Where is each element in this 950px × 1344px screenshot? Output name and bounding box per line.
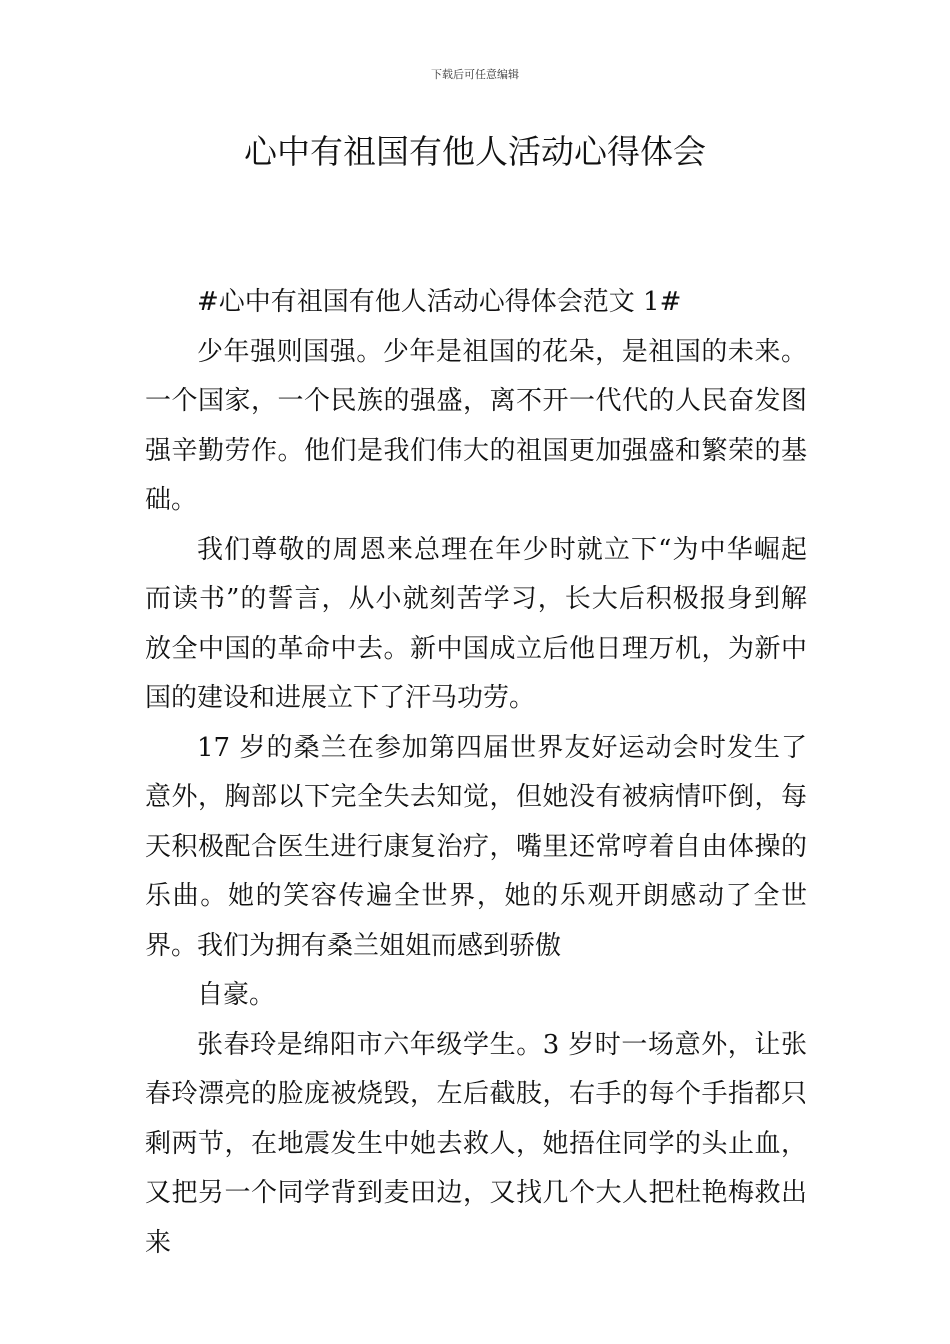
header-note: 下载后可任意编辑: [431, 68, 519, 81]
paragraph: 少年强则国强。少年是祖国的花朵，是祖国的未来。一个国家，一个民族的强盛，离不开一代代的人民奋发图强辛勤劳作。他们是我们伟大的祖国更加强盛和繁荣的基础。: [145, 336, 807, 515]
paragraph: 自豪。: [197, 980, 276, 1010]
document-body: [145, 278, 807, 1268]
document-title: 心中有祖国有他人活动心得体会: [244, 132, 706, 171]
section-heading: #心中有祖国有他人活动心得体会范文 1#: [197, 287, 682, 317]
paragraph: 我们尊敬的周恩来总理在年少时就立下“为中华崛起而读书”的誓言，从小就刻苦学习，长大后积极报身到解放全中国的革命中去。新中国成立后他日理万机，为新中国的建设和进展立下了汗马功劳。: [145, 534, 807, 713]
paragraph: 张春玲是绵阳市六年级学生。3 岁时一场意外，让张春玲漂亮的脸庞被烧毁，左后截肢，右手的每个手指都只剩两节，在地震发生中她去救人，她捂住同学的头止血，又把另一个同学背到麦田边，又找几个大人把杜艳梅救出来: [145, 1029, 807, 1258]
paragraph: 17 岁的桑兰在参加第四届世界友好运动会时发生了意外，胸部以下完全失去知觉，但她没有被病情吓倒，每天积极配合医生进行康复治疗，嘴里还常哼着自由体操的乐曲。她的笑容传遍全世界，她的乐观开朗感动了全世界。我们为拥有桑兰姐姐而感到骄傲: [145, 732, 807, 961]
